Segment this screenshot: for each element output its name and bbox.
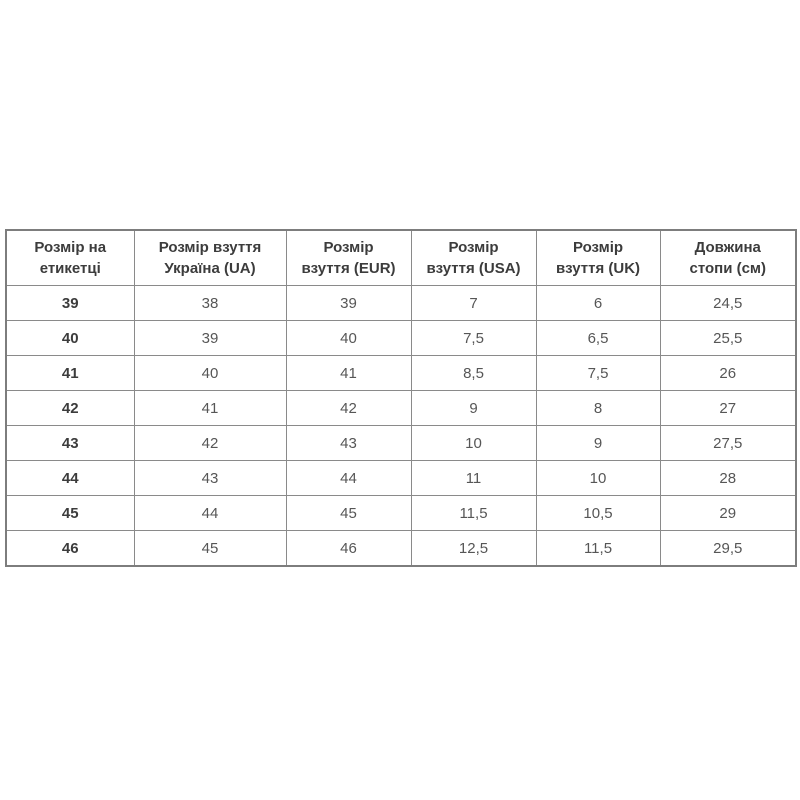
cell-label-size: 39 [6, 286, 134, 321]
cell-label-size: 41 [6, 356, 134, 391]
cell-foot-length: 29 [660, 496, 796, 531]
cell-uk-size: 6 [536, 286, 660, 321]
cell-foot-length: 25,5 [660, 321, 796, 356]
cell-ua-size: 38 [134, 286, 286, 321]
cell-usa-size: 10 [411, 426, 536, 461]
table-row [6, 531, 796, 567]
cell-usa-size: 7 [411, 286, 536, 321]
cell-foot-length: 27,5 [660, 426, 796, 461]
cell-usa-size: 9 [411, 391, 536, 426]
cell-eur-size: 45 [286, 496, 411, 531]
cell-eur-size: 39 [286, 286, 411, 321]
cell-eur-size: 43 [286, 426, 411, 461]
col-header-usa-size [411, 230, 536, 286]
cell-label-size: 45 [6, 496, 134, 531]
header-line: взуття (USA) [426, 260, 521, 277]
cell-eur-size: 44 [286, 461, 411, 496]
cell-eur-size: 46 [286, 531, 411, 567]
cell-ua-size: 44 [134, 496, 286, 531]
cell-ua-size: 40 [134, 356, 286, 391]
cell-ua-size: 42 [134, 426, 286, 461]
header-line: Розмір на [34, 239, 107, 256]
cell-foot-length: 28 [660, 461, 796, 496]
cell-ua-size: 41 [134, 391, 286, 426]
header-line: взуття (EUR) [301, 260, 396, 277]
cell-usa-size: 11,5 [411, 496, 536, 531]
col-header-label-size [6, 230, 134, 286]
cell-usa-size: 8,5 [411, 356, 536, 391]
cell-foot-length: 27 [660, 391, 796, 426]
header-line: етикетці [39, 260, 101, 277]
cell-eur-size: 40 [286, 321, 411, 356]
cell-uk-size: 6,5 [536, 321, 660, 356]
cell-label-size: 43 [6, 426, 134, 461]
table-row [6, 286, 796, 321]
table-row [6, 321, 796, 356]
cell-foot-length: 29,5 [660, 531, 796, 567]
header-line: Розмір [448, 239, 499, 256]
header-line: Україна (UA) [164, 260, 256, 277]
cell-label-size: 40 [6, 321, 134, 356]
col-header-eur-size [286, 230, 411, 286]
header-line: стопи (см) [689, 260, 767, 277]
col-header-ua-size [134, 230, 286, 286]
cell-uk-size: 10 [536, 461, 660, 496]
cell-foot-length: 26 [660, 356, 796, 391]
table-row [6, 391, 796, 426]
header-row [6, 230, 796, 286]
cell-ua-size: 43 [134, 461, 286, 496]
col-header-foot-length [660, 230, 796, 286]
cell-label-size: 46 [6, 531, 134, 567]
header-line: Розмір взуття [158, 239, 262, 256]
table-row [6, 356, 796, 391]
header-line: Розмір [572, 239, 624, 256]
cell-usa-size: 7,5 [411, 321, 536, 356]
header-line: взуття (UK) [555, 260, 641, 277]
cell-label-size: 42 [6, 391, 134, 426]
cell-uk-size: 9 [536, 426, 660, 461]
table-row [6, 426, 796, 461]
cell-label-size: 44 [6, 461, 134, 496]
cell-eur-size: 42 [286, 391, 411, 426]
header-line: Розмір [323, 239, 374, 256]
cell-eur-size: 41 [286, 356, 411, 391]
cell-uk-size: 11,5 [536, 531, 660, 567]
cell-ua-size: 45 [134, 531, 286, 567]
cell-foot-length: 24,5 [660, 286, 796, 321]
cell-ua-size: 39 [134, 321, 286, 356]
cell-usa-size: 12,5 [411, 531, 536, 567]
header-line: Довжина [694, 239, 761, 256]
table-row [6, 496, 796, 531]
cell-uk-size: 8 [536, 391, 660, 426]
table-row [6, 461, 796, 496]
cell-uk-size: 10,5 [536, 496, 660, 531]
col-header-uk-size [536, 230, 660, 286]
cell-usa-size: 11 [411, 461, 536, 496]
cell-uk-size: 7,5 [536, 356, 660, 391]
shoe-size-conversion-table [5, 229, 797, 567]
